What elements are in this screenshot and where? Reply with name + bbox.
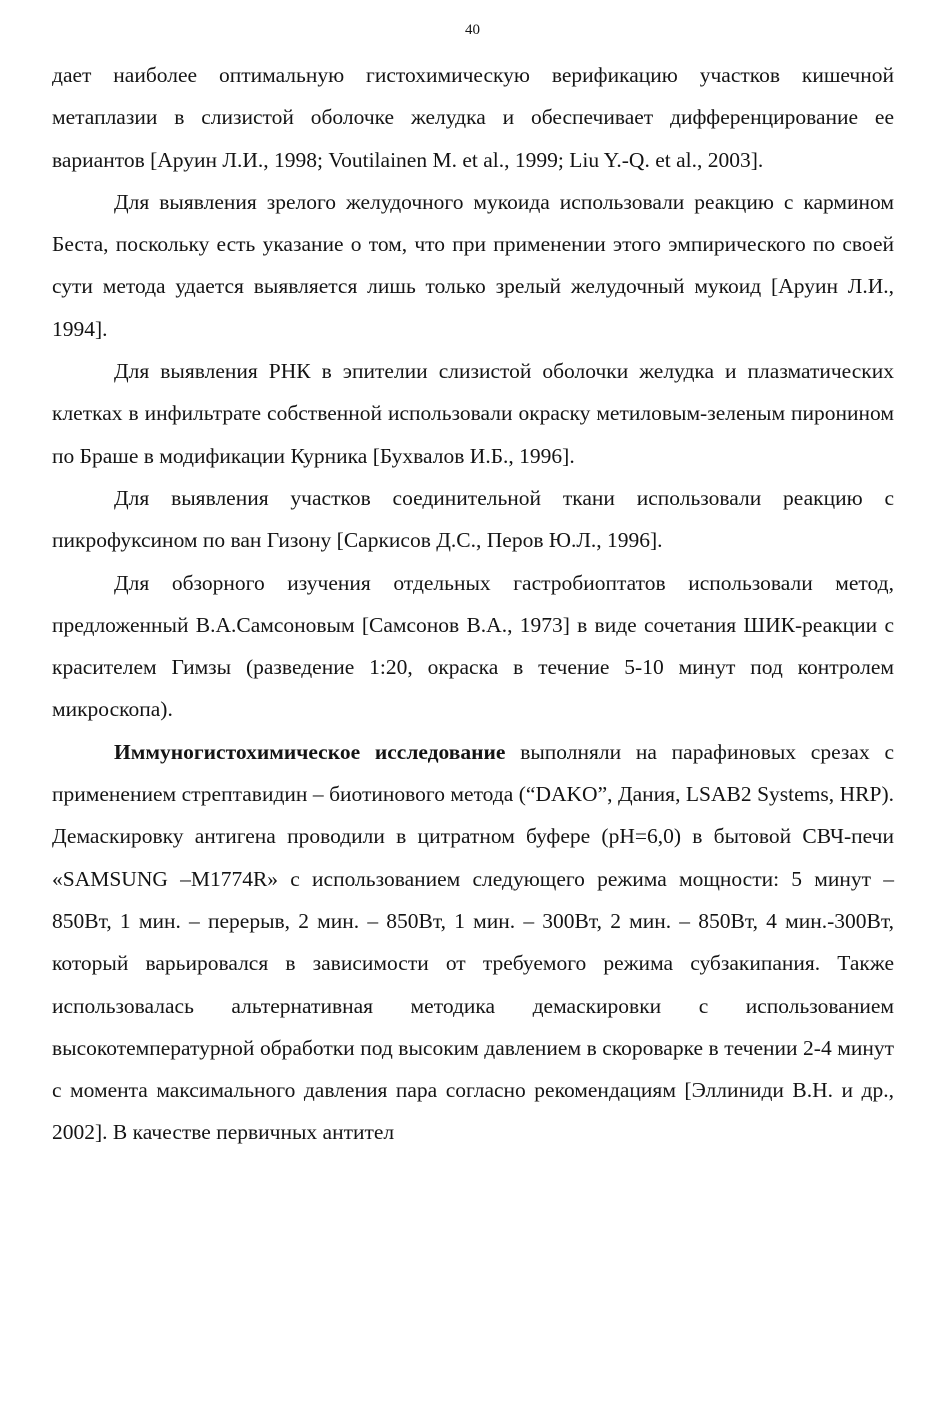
body-text [52, 54, 894, 1154]
paragraph-continuation: дает наиболее оптимальную гистохимическую верификацию участков кишечной метаплазии в слизистой оболочке желудка и обеспечивает дифференцирование ее вариантов [Аруин Л.И., 1998; Voutilainen M. et al., 1999; Liu Y.-Q. et al., 2003]. [52, 63, 894, 172]
paragraph-connective-tissue: Для выявления участков соединительной ткани использовали реакцию с пикрофуксином по ван Гизону [Саркисов Д.С., Перов Ю.Л., 1996]. [52, 485, 894, 553]
immunohistochemistry-heading: Иммуногистохимическое исследование [114, 739, 506, 764]
paragraph-overview-study: Для обзорного изучения отдельных гастробиоптатов использовали метод, предложенный В.А.Самсоновым [Самсонов В.А., 1973] в виде сочетания ШИК-реакции с красителем Гимзы (разведение 1:20, окраска в течение 5-10 минут под контролем микроскопа). [52, 570, 894, 722]
immunohistochemistry-text: выполняли на парафиновых срезах с применением стрептавидин – биотинового метода (“DAKO”, Дания, LSAB2 Systems, HRP). Демаскировку антигена проводили в цитратном буфере (pH=6,0) в бытовой СВЧ-печи «SAMSUNG –M1774R» с использованием следующего режима мощности: 5 минут – 850Вт, 1 мин. – перерыв, 2 мин. – 850Вт, 1 мин. – 300Вт, 2 мин. – 850Вт, 4 мин.-300Вт, который варьировался в зависимости от требуемого режима субзакипания. Также использовалась альтернативная методика демаскировки с использованием высокотемпературной обработки под высоким давлением в скороварке в течении 2-4 минут с момента максимального давления пара согласно рекомендациям [Эллиниди В.Н. и др., 2002]. В качестве первичных антител [52, 739, 894, 1145]
paragraph-best-carmine: Для выявления зрелого желудочного мукоида использовали реакцию с кармином Беста, поскольку есть указание о том, что при применении этого эмпирического по своей сути метода удается выявляется лишь только зрелый желудочный мукоид [Аруин Л.И., 1994]. [52, 189, 894, 341]
page-number: 40 [465, 22, 480, 38]
paragraph-rna-detection: Для выявления РНК в эпителии слизистой оболочки желудка и плазматических клетках в инфильтрате собственной использовали окраску метиловым-зеленым пиронином по Браше в модификации Курника [Бухвалов И.Б., 1996]. [52, 359, 894, 468]
paragraph-immunohistochemistry [52, 731, 894, 1154]
